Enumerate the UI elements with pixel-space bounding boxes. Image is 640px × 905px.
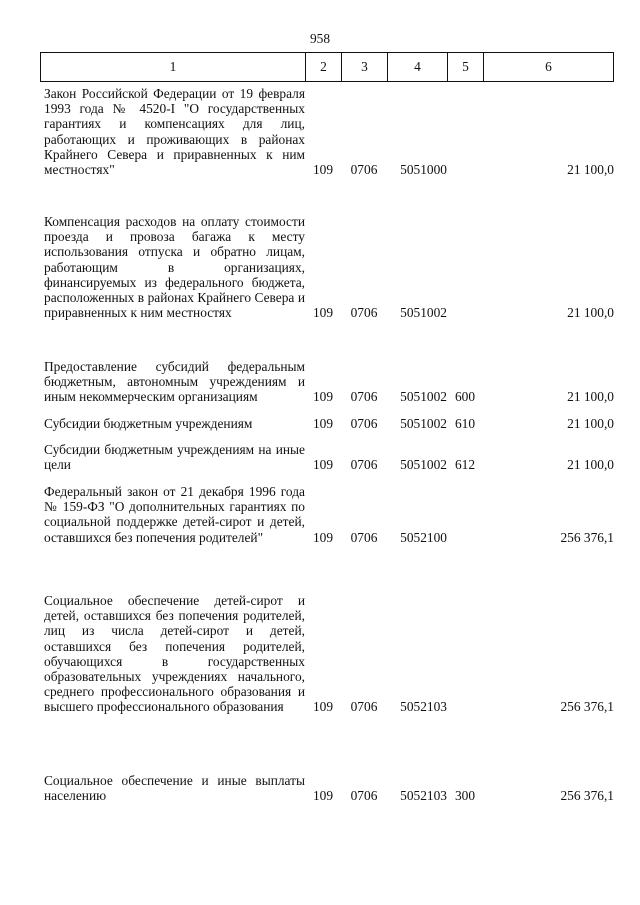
table-row [40, 416, 614, 431]
row-name: Закон Российской Федерации от 19 февраля 1993 года № 4520-I "О государственных гарантиях и компенсациях для лиц, работающих и проживающих в районах Крайнего Севера и приравненных к ним местностях" [44, 86, 305, 178]
row-col-4: 5051002 [400, 389, 447, 405]
row-col-2: 109 [312, 529, 334, 545]
table-row [40, 359, 614, 405]
header-col-5: 5 [447, 53, 483, 81]
table-row [40, 484, 614, 545]
row-name: Социальное обеспечение детей-сирот и детей, оставшихся без попечения родителей, лиц из числа детей-сирот и детей, оставшихся без попечения родителей, обучающихся в государственных образовательных учреждениях начального, среднего профессионального образования и высшего профессионального образования [44, 593, 305, 715]
row-col-3: 0706 [350, 389, 378, 405]
row-col-5: 300 [454, 788, 476, 804]
row-col-2: 109 [312, 699, 334, 715]
row-col-5: 610 [454, 416, 476, 431]
row-col-6: 21 100,0 [567, 416, 614, 431]
row-col-3: 0706 [350, 529, 378, 545]
header-col-3: 3 [341, 53, 387, 81]
row-col-6: 256 376,1 [560, 788, 614, 804]
row-col-4: 5052103 [400, 699, 447, 715]
row-col-3: 0706 [350, 305, 378, 321]
table-row [40, 442, 614, 472]
row-col-2: 109 [312, 162, 334, 178]
row-col-6: 256 376,1 [560, 529, 614, 545]
row-name: Компенсация расходов на оплату стоимости проезда и провоза багажа к месту использования отпуска и обратно лицам, работающим в организациях, финансируемых из федерального бюджета, расположенных в районах Крайнего Севера и приравненных к ним местностях [44, 214, 305, 321]
row-col-3: 0706 [350, 788, 378, 804]
row-col-3: 0706 [350, 699, 378, 715]
page-number: 958 [309, 31, 331, 46]
header-col-2: 2 [305, 53, 341, 81]
row-col-3: 0706 [350, 416, 378, 431]
row-name: Социальное обеспечение и иные выплаты населению [44, 773, 305, 804]
row-col-2: 109 [312, 305, 334, 321]
row-col-3: 0706 [350, 162, 378, 178]
table-header [40, 52, 614, 82]
row-col-2: 109 [312, 457, 334, 473]
row-col-4: 5051002 [400, 457, 447, 473]
row-col-2: 109 [312, 416, 334, 431]
row-col-5: 600 [454, 389, 476, 405]
row-col-4: 5052103 [400, 788, 447, 804]
header-col-6: 6 [483, 53, 614, 81]
row-col-4: 5051000 [400, 162, 447, 178]
row-col-4: 5051002 [400, 305, 447, 321]
row-col-6: 256 376,1 [560, 699, 614, 715]
table-row [40, 593, 614, 715]
row-col-4: 5051002 [400, 416, 447, 431]
header-col-1: 1 [40, 53, 305, 81]
header-col-4: 4 [387, 53, 447, 81]
row-col-3: 0706 [350, 457, 378, 473]
row-name: Федеральный закон от 21 декабря 1996 года № 159-ФЗ "О дополнительных гарантиях по социальной поддержке детей-сирот и детей, оставшихся без попечения родителей" [44, 484, 305, 545]
row-name: Предоставление субсидий федеральным бюджетным, автономным учреждениям и иным некоммерческим организациям [44, 359, 305, 405]
table-row [40, 86, 614, 177]
row-col-6: 21 100,0 [567, 305, 614, 321]
row-col-6: 21 100,0 [567, 162, 614, 178]
row-name: Субсидии бюджетным учреждениям на иные цели [44, 442, 305, 473]
row-col-2: 109 [312, 389, 334, 405]
row-col-6: 21 100,0 [567, 457, 614, 473]
table-row [40, 773, 614, 803]
row-col-2: 109 [312, 788, 334, 804]
table-row [40, 214, 614, 320]
row-name: Субсидии бюджетным учреждениям [44, 416, 253, 431]
row-col-4: 5052100 [400, 529, 447, 545]
row-col-6: 21 100,0 [567, 389, 614, 405]
row-col-5: 612 [454, 457, 476, 473]
